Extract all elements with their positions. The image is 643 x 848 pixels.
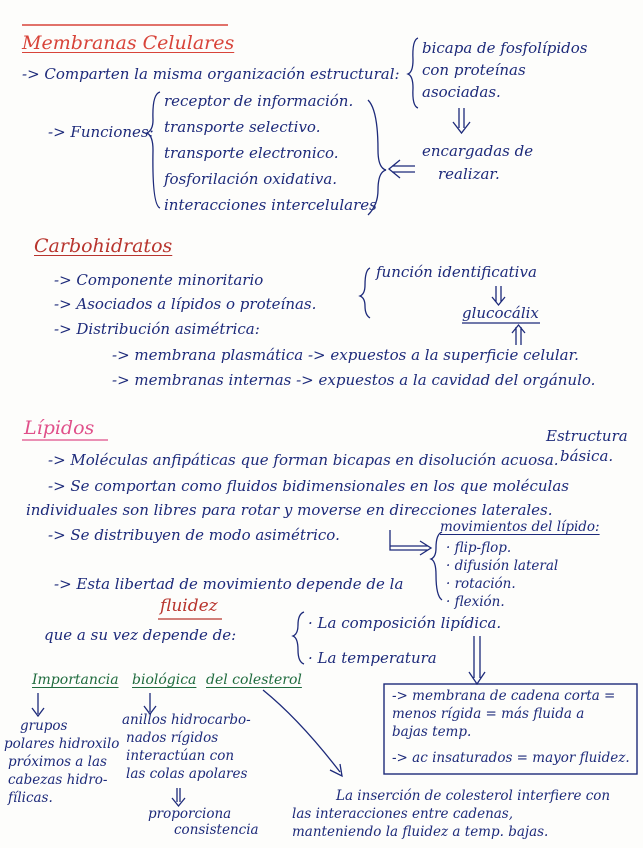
- encargadas-line-1: realizar.: [438, 165, 500, 183]
- encargadas-line-0: encargadas de: [422, 142, 534, 160]
- grupos-line-2: próximos a las: [8, 754, 107, 770]
- funcion-item-0: receptor de información.: [164, 92, 354, 110]
- arrow-anillos: [144, 693, 156, 714]
- carbo-line-2: -> Distribución asimétrica:: [54, 320, 260, 338]
- fluidez-word: fluidez: [160, 596, 218, 616]
- membranas-title: Membranas Celulares: [22, 32, 235, 54]
- bicapa-line-1: con proteínas: [422, 61, 526, 79]
- brace-carbo: [360, 268, 370, 318]
- carbo-sub-0: -> membrana plasmática -> expuestos a la superficie celular.: [112, 346, 579, 364]
- movimiento-1: · difusión lateral: [446, 558, 559, 574]
- proporciona-line-0: proporciona: [148, 806, 232, 822]
- funcion-item-4: interacciones intercelulares: [164, 196, 377, 214]
- carbo-line-1: -> Asociados a lípidos o proteínas.: [54, 295, 317, 313]
- box-line-1: menos rígida = más fluida a: [392, 706, 585, 722]
- brace-bicapa: [408, 38, 418, 108]
- funcion-identificativa: función identificativa: [376, 263, 537, 281]
- arrow-insercion: [263, 690, 342, 776]
- lipidos-line1: -> Moléculas anfipáticas que forman bicapas en disolución acuosa.: [48, 451, 559, 469]
- membranas-line1: -> Comparten la misma organización estructural:: [22, 65, 400, 83]
- factor-1: · La temperatura: [308, 649, 437, 667]
- movimiento-3: · flexión.: [446, 594, 505, 610]
- bicapa-line-2: asociadas.: [422, 83, 501, 101]
- anillos-line-3: las colas apolares: [126, 766, 248, 782]
- arrow-movimientos: [390, 530, 431, 555]
- grupos-line-0: grupos: [20, 718, 68, 734]
- double-arrow-box: [469, 636, 485, 684]
- grupos-line-3: cabezas hidro-: [8, 772, 108, 788]
- anillos-line-1: nados rígidos: [126, 730, 219, 746]
- box-line-2: bajas temp.: [392, 724, 472, 740]
- anillos-line-2: interactúan con: [126, 748, 235, 764]
- box-line-3: -> ac insaturados = mayor fluidez.: [392, 750, 630, 766]
- anillos-line-0: anillos hidrocarbo-: [122, 712, 251, 728]
- factor-0: · La composición lipídica.: [308, 614, 502, 632]
- bicapa-line-0: bicapa de fosfolípidos: [422, 39, 588, 57]
- insercion-line-1: las interacciones entre cadenas,: [292, 806, 514, 822]
- colesterol-title-1: biológica: [132, 672, 197, 688]
- funciones-label: -> Funciones:: [48, 123, 154, 141]
- proporciona-line-1: consistencia: [174, 822, 259, 838]
- carbo-sub-1: -> membranas internas -> expuestos a la cavidad del orgánulo.: [112, 371, 596, 389]
- glucocalix: glucocálix: [462, 304, 539, 322]
- estructura-line-0: Estructura: [546, 427, 628, 445]
- colesterol-title-0: Importancia: [32, 672, 119, 688]
- grupos-line-1: polares hidroxilo: [4, 736, 120, 752]
- insercion-line-2: manteniendo la fluidez a temp. bajas.: [292, 824, 549, 840]
- double-arrow-left: [389, 160, 415, 178]
- lipidos-line2a: -> Se comportan como fluidos bidimensionales en los que moléculas: [48, 477, 569, 495]
- double-arrow-down: [453, 108, 470, 133]
- brace-movimientos: [431, 532, 442, 600]
- arrow-proporciona: [172, 788, 185, 806]
- double-arrow-glucocalix: [492, 286, 505, 305]
- funcion-item-3: fosforilación oxidativa.: [164, 170, 338, 188]
- grupos-line-4: fílicas.: [8, 790, 53, 806]
- depende-line: que a su vez depende de:: [44, 626, 237, 644]
- funcion-item-2: transporte electronico.: [164, 144, 339, 162]
- lipidos-line2b: individuales son libres para rotar y moverse en direcciones laterales.: [26, 501, 553, 519]
- carbohidratos-title: Carbohidratos: [34, 235, 173, 257]
- brace-funciones: [147, 92, 160, 208]
- funcion-item-1: transporte selectivo.: [164, 118, 321, 136]
- estructura-line-1: básica.: [560, 447, 614, 465]
- colesterol-title-2: del colesterol: [206, 672, 302, 688]
- brace-factores: [293, 612, 304, 664]
- lipidos-title: Lípidos: [24, 417, 95, 439]
- double-arrow-up: [512, 325, 525, 345]
- carbo-line-0: -> Componente minoritario: [54, 271, 264, 289]
- box-line-0: -> membrana de cadena corta =: [392, 688, 616, 704]
- movimientos-title: movimientos del lípido:: [440, 519, 600, 535]
- lipidos-line3: -> Se distribuyen de modo asimétrico.: [48, 526, 340, 544]
- arrow-grupos: [32, 693, 44, 716]
- insercion-line-0: La inserción de colesterol interfiere con: [336, 788, 611, 804]
- lipidos-line4: -> Esta libertad de movimiento depende de la: [54, 575, 404, 593]
- movimiento-2: · rotación.: [446, 576, 516, 592]
- movimiento-0: · flip-flop.: [446, 540, 512, 556]
